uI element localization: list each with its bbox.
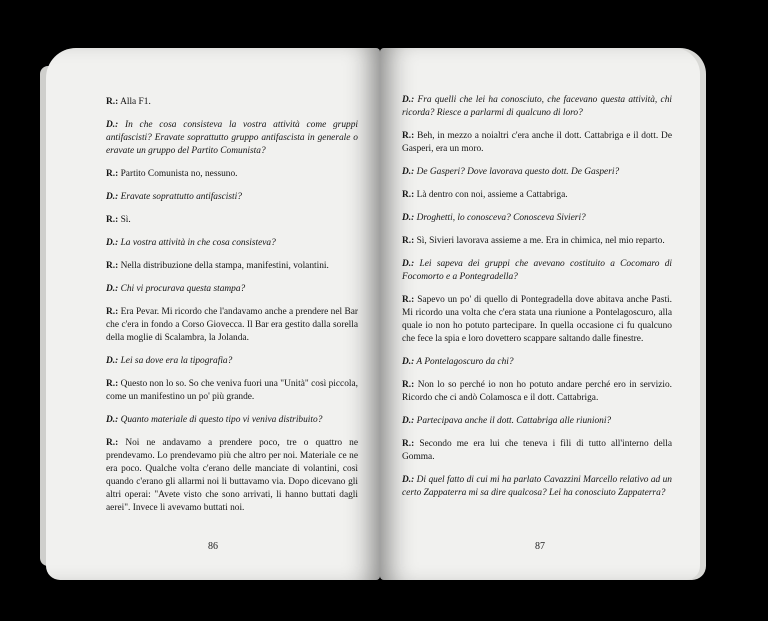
answer-paragraph [402, 379, 672, 405]
speaker-label: D.: [106, 192, 119, 202]
paragraph-text: Partito Comunista no, nessuno. [118, 169, 238, 179]
speaker-label: D.: [106, 415, 119, 425]
paragraph-text: Beh, in mezzo a noialtri c'era anche il dott. Cattabriga e il dott. De Gasperi, era un moro. [402, 131, 672, 154]
left-page [46, 48, 380, 580]
speaker-label: D.: [402, 213, 415, 223]
paragraph-text: Lei sapeva dei gruppi che avevano costituito a Cocomaro di Focomorto e a Pontegradella? [402, 259, 672, 282]
speaker-label: D.: [402, 167, 415, 177]
question-paragraph [106, 237, 358, 250]
answer-paragraph [402, 438, 672, 464]
paragraph-text: Era Pevar. Mi ricordo che l'andavamo anche a prendere nel Bar che c'era in fondo a Corso Giovecca. Il Bar era gestito dalla sorella della moglie di Scalambra, la Jolanda. [106, 307, 358, 343]
answer-paragraph [106, 260, 358, 273]
answer-paragraph [402, 130, 672, 156]
paragraph-text: Non lo so perché io non ho potuto andare perché ero in servizio. Ricordo che ci andò Colamosca e il dott. Cattabriga. [402, 380, 672, 403]
paragraph-text: Questo non lo so. So che veniva fuori una "Unità" così piccola, come un manifestino un po' più grande. [106, 379, 358, 402]
answer-paragraph [106, 378, 358, 404]
answer-paragraph [106, 306, 358, 345]
paragraph-text: Nella distribuzione della stampa, manifestini, volantini. [118, 261, 329, 271]
left-page-text [106, 96, 358, 515]
question-paragraph [402, 258, 672, 284]
paragraph-text: Secondo me era lui che teneva i fili di tutto all'interno della Gomma. [402, 439, 672, 462]
question-paragraph [402, 94, 672, 120]
answer-paragraph [106, 214, 358, 227]
speaker-label: R.: [402, 295, 415, 305]
right-page-text [402, 94, 672, 500]
paragraph-text: Alla F1. [118, 97, 151, 107]
left-page-number: 86 [208, 541, 218, 552]
question-paragraph [402, 474, 672, 500]
paragraph-text: Chi vi procurava questa stampa? [118, 284, 246, 294]
answer-paragraph [106, 437, 358, 515]
speaker-label: R.: [106, 169, 119, 179]
question-paragraph [106, 119, 358, 158]
question-paragraph [402, 415, 672, 428]
paragraph-text: Droghetti, lo conosceva? Conosceva Sivieri? [414, 213, 586, 223]
paragraph-text: La vostra attività in che cosa consisteva? [118, 238, 276, 248]
paragraph-text: A Pontelagoscuro da chi? [414, 357, 514, 367]
question-paragraph [106, 283, 358, 296]
speaker-label: D.: [106, 284, 119, 294]
question-paragraph [106, 355, 358, 368]
speaker-label: D.: [402, 416, 415, 426]
paragraph-text: Eravate soprattutto antifascisti? [118, 192, 242, 202]
speaker-label: R.: [402, 439, 415, 449]
paragraph-text: Noi ne andavamo a prendere poco, tre o quattro ne prendevamo. Lo prendevamo più che altro per noi. Materiale ce ne era poco. Qualche volta c'erano delle manciate di volantini, così quando c'erano gli allarmi noi li buttavamo via. Dopo dicevano gli altri operai: "Avete visto che sono arrivati, li hanno buttati dagli aerei". Invece li avevamo buttati noi. [106, 438, 358, 513]
speaker-label: R.: [106, 261, 119, 271]
answer-paragraph [402, 235, 672, 248]
paragraph-text: Fra quelli che lei ha conosciuto, che facevano questa attività, chi ricorda? Riesce a parlarmi di qualcuno di loro? [402, 95, 672, 118]
speaker-label: D.: [402, 475, 415, 485]
paragraph-text: Di quel fatto di cui mi ha parlato Cavazzini Marcello relativo ad un certo Zappaterra mi sa dire qualcosa? Lei ha conosciuto Zappaterra? [402, 475, 672, 498]
speaker-label: D.: [106, 120, 119, 130]
paragraph-text: In che cosa consisteva la vostra attività come gruppi antifascisti? Eravate soprattutto gruppo antifascista in generale o eravate un gruppo del Partito Comunista? [106, 120, 358, 156]
paragraph-text: Sapevo un po' di quello di Pontegradella dove abitava anche Pasti. Mi ricordo una volta che c'era stata una riunione a Pontelagoscuro, alla quale io non ho potuto partecipare. In quella occasione ci fu qualcuno che fece la spia e loro dovettero scappare saltando dalle finestre. [402, 295, 672, 344]
speaker-label: D.: [106, 356, 119, 366]
speaker-label: R.: [106, 307, 119, 317]
right-page-number: 87 [535, 541, 545, 552]
paragraph-text: Lei sa dove era la tipografia? [118, 356, 233, 366]
paragraph-text: Là dentro con noi, assieme a Cattabriga. [414, 190, 568, 200]
paragraph-text: Partecipava anche il dott. Cattabriga alle riunioni? [414, 416, 612, 426]
speaker-label: D.: [106, 238, 119, 248]
paragraph-text: Quanto materiale di questo tipo vi veniva distribuito? [118, 415, 323, 425]
speaker-label: R.: [106, 438, 119, 448]
paragraph-text: Sì, Sivieri lavorava assieme a me. Era in chimica, nel mio reparto. [414, 236, 665, 246]
question-paragraph [402, 166, 672, 179]
question-paragraph [402, 356, 672, 369]
question-paragraph [106, 414, 358, 427]
speaker-label: R.: [402, 131, 415, 141]
paragraph-text: Sì. [118, 215, 131, 225]
speaker-label: R.: [106, 97, 119, 107]
answer-paragraph [106, 96, 358, 109]
answer-paragraph [106, 168, 358, 181]
speaker-label: R.: [402, 190, 415, 200]
speaker-label: R.: [402, 380, 415, 390]
answer-paragraph [402, 294, 672, 346]
question-paragraph [402, 212, 672, 225]
speaker-label: R.: [106, 215, 119, 225]
paragraph-text: De Gasperi? Dove lavorava questo dott. De Gasperi? [414, 167, 620, 177]
speaker-label: R.: [106, 379, 119, 389]
speaker-label: D.: [402, 357, 415, 367]
question-paragraph [106, 191, 358, 204]
speaker-label: D.: [402, 95, 415, 105]
speaker-label: R.: [402, 236, 415, 246]
right-page [380, 48, 700, 580]
speaker-label: D.: [402, 259, 415, 269]
answer-paragraph [402, 189, 672, 202]
